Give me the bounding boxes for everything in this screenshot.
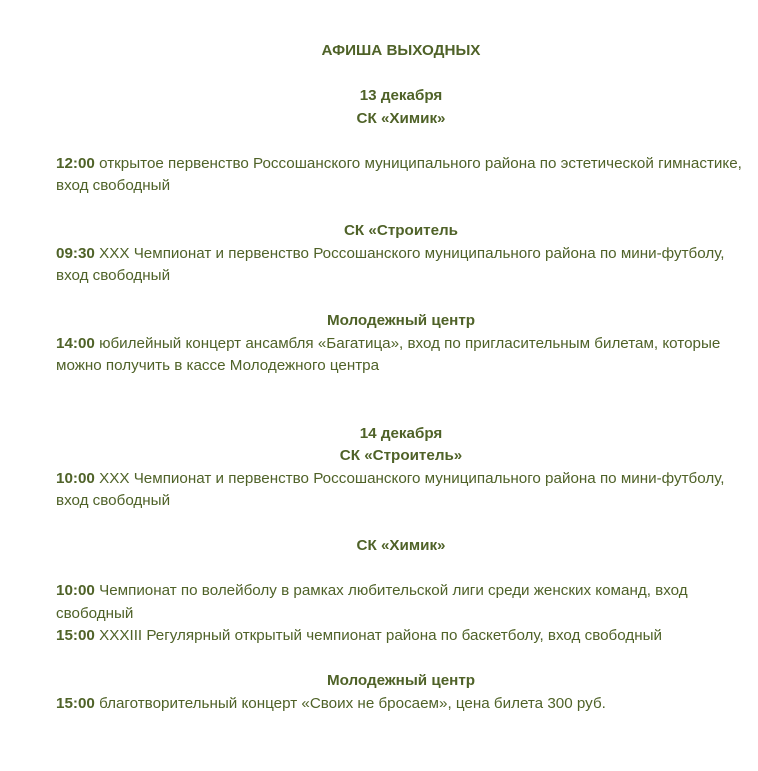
spacer: [56, 198, 746, 221]
event-time: 15:00: [56, 694, 95, 712]
day2-date: 14 декабря: [359, 424, 443, 442]
spacer: [56, 130, 746, 153]
spacer: [56, 558, 746, 581]
event-time: 14:00: [56, 334, 95, 352]
day1-date: 13 декабря: [359, 87, 443, 104]
event-description: XXX Чемпионат и первенство Россошанского муниципального района по мини-футболу, вход свободный: [56, 469, 725, 509]
day1-venue-stroitel: СК «Строитель: [343, 222, 459, 239]
spacer: [56, 648, 746, 671]
event-item: [56, 580, 746, 625]
day2-venue-stroitel: СК «Строитель»: [339, 447, 463, 464]
weekend-poster-document: [56, 40, 746, 715]
event-item: [56, 693, 746, 716]
day1-venue-khimik: СК «Химик»: [356, 109, 446, 127]
event-description: Чемпионат по волейболу в рамках любительской лиги среди женских команд, вход свободный: [56, 582, 688, 622]
spacer: [56, 378, 746, 423]
event-time: 10:00: [56, 469, 95, 487]
day1-venue-youth-center: Молодежный центр: [326, 312, 476, 329]
event-time: 10:00: [56, 582, 95, 599]
day2-venue-khimik: СК «Химик»: [356, 537, 446, 554]
event-description: открытое первенство Россошанского муниципального района по эстетической гимнастике, вход свободный: [56, 154, 742, 194]
document-title: АФИША ВЫХОДНЫХ: [321, 42, 481, 59]
event-time: 15:00: [56, 627, 95, 644]
event-description: благотворительный концерт «Своих не бросаем», цена билета 300 руб.: [94, 694, 606, 712]
event-time: 12:00: [56, 154, 95, 172]
event-item: [56, 153, 746, 198]
spacer: [56, 288, 746, 311]
event-description: XXXIII Регулярный открытый чемпионат района по баскетболу, вход свободный: [94, 627, 663, 644]
event-item: [56, 468, 746, 513]
day2-venue-youth-center: Молодежный центр: [326, 672, 476, 689]
event-description: юбилейный концерт ансамбля «Багатица», вход по пригласительным билетам, которые можно получить в кассе Молодежного центра: [56, 334, 721, 374]
event-item: [56, 333, 746, 378]
event-item: [56, 625, 746, 648]
event-item: [56, 243, 746, 288]
event-time: 09:30: [56, 244, 95, 262]
spacer: [56, 513, 746, 536]
event-description: XXX Чемпионат и первенство Россошанского муниципального района по мини-футболу, вход свободный: [56, 244, 725, 284]
